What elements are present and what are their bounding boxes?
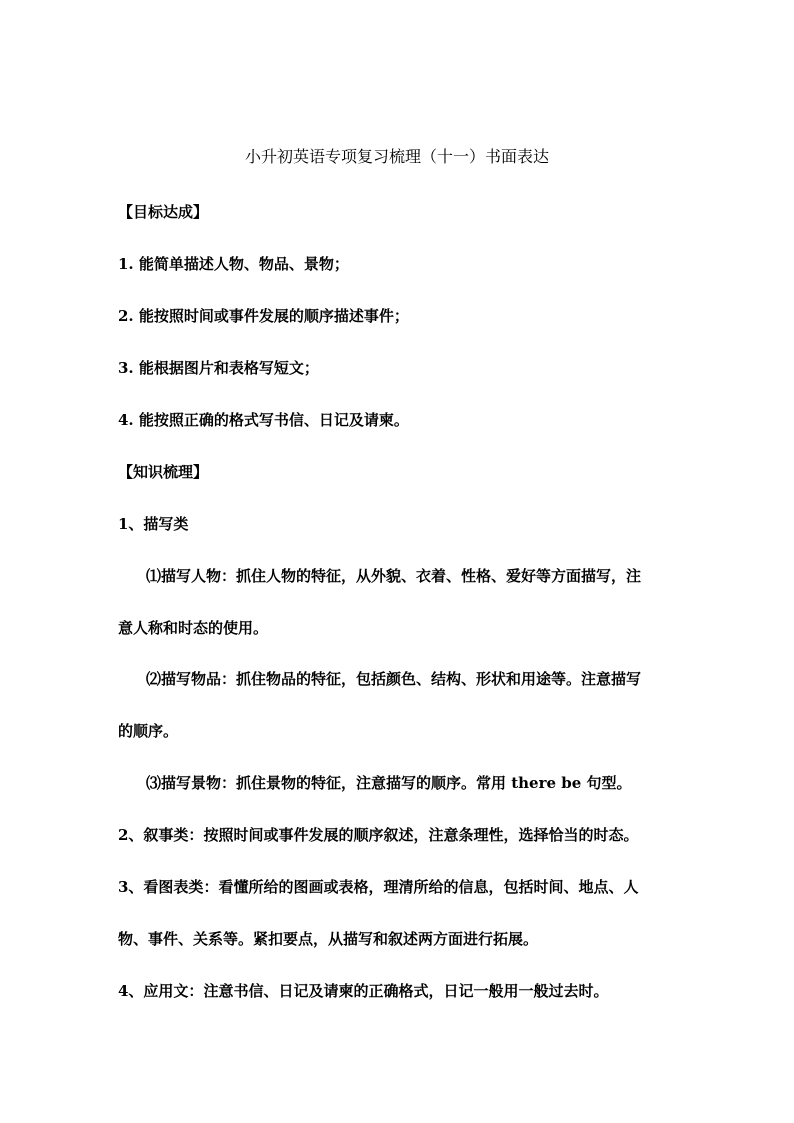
section-1-heading: 1、描写类 bbox=[118, 515, 189, 533]
goal-item-1: 1. 能简单描述人物、物品、景物； bbox=[118, 255, 349, 273]
knowledge-heading: 【知识梳理】 bbox=[118, 463, 209, 481]
goal-item-4: 4. 能按照正确的格式写书信、日记及请柬。 bbox=[118, 411, 409, 429]
page-title: 小升初英语专项复习梳理（十一）书面表达 bbox=[244, 147, 549, 166]
goal-item-3: 3. 能根据图片和表格写短文； bbox=[118, 359, 319, 377]
section-4-paragraph: 4、应用文：注意书信、日记及请柬的正确格式，日记一般用一般过去时。 bbox=[118, 982, 609, 1000]
item-2-line-1: ⑵描写物品：抓住物品的特征，包括颜色、结构、形状和用途等。注意描写 bbox=[146, 670, 642, 688]
section-2-paragraph: 2、叙事类：按照时间或事件发展的顺序叙述，注意条理性，选择恰当的时态。 bbox=[118, 826, 639, 844]
item-1-line-2: 意人称和时态的使用。 bbox=[118, 619, 269, 637]
section-3-line-2: 物、事件、关系等。紧扣要点，从描写和叙述两方面进行拓展。 bbox=[118, 930, 539, 948]
goal-item-2: 2. 能按照时间或事件发展的顺序描述事件； bbox=[118, 307, 409, 325]
item-1-line-1: ⑴描写人物：抓住人物的特征，从外貌、衣着、性格、爱好等方面描写，注 bbox=[146, 567, 642, 585]
goals-heading: 【目标达成】 bbox=[118, 203, 209, 221]
section-3-line-1: 3、看图表类：看懂所给的图画或表格，理清所给的信息，包括时间、地点、人 bbox=[118, 878, 639, 896]
item-3-line-1: ⑶描写景物：抓住景物的特征，注意描写的顺序。常用 there be 句型。 bbox=[146, 774, 632, 792]
item-2-line-2: 的顺序。 bbox=[118, 722, 179, 740]
